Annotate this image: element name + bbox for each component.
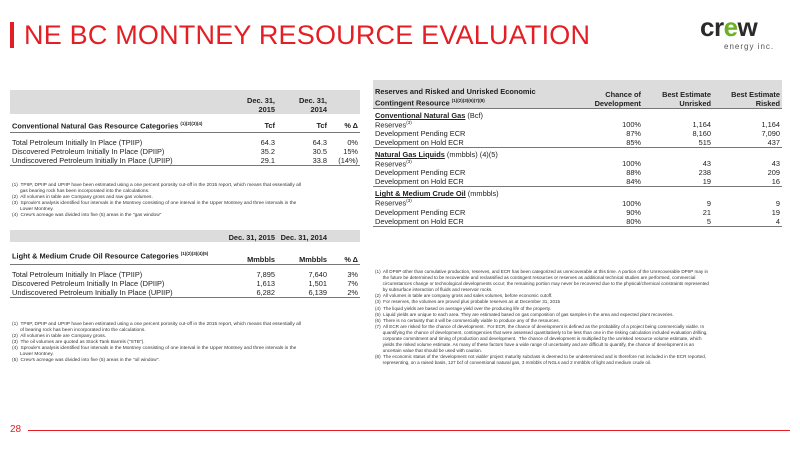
gas-unit-3: % Δ: [344, 121, 358, 131]
section-heading: Light & Medium Crude Oil (mmbbls): [375, 189, 499, 199]
table-row: Discovered Petroleum Initially In Place (DPIIP) 1,613 1,501 7%: [12, 279, 358, 288]
oil-unit-2: Mmbbls: [299, 254, 327, 264]
col-chance: Chance of Development: [594, 89, 641, 108]
logo-subtitle: energy inc.: [724, 42, 775, 51]
oil-unit-3: % Δ: [344, 254, 358, 264]
table-row: Reserves$^{(3)}$ 100% 9 9: [375, 198, 780, 208]
gas-table-notes: (1) TPIIP, DPIIP and UPIIP have been estimated using a one percent porosity cut-off in the 2015 report, which means that essentially all gas bearing rock has been incorporated into the calculations. (2) All volumes in table are Company gross and raw gas volumes. (3) Sproule's analysis identified four intervals in the Montney consisting of one interval in the Upper Montney and three intervals in the Lower Montney. (4) Crew's acreage was divided into five (5) areas in the "gas window": [12, 183, 301, 218]
table-row: Discovered Petroleum Initially In Place (DPIIP) 35.2 30.5 15%: [12, 147, 358, 156]
table-row: Development Pending ECR 88% 238 209: [375, 168, 780, 178]
oil-col-2015: Dec. 31, 2015: [228, 233, 275, 242]
gas-col-2014: Dec. 31, 2014: [299, 96, 327, 114]
table-row: Development on Hold ECR 85% 515 437: [375, 137, 780, 147]
contingent-table-notes: (1) All DPIIP other than cumulative production, reserves, and ECR has been categorized as unrecoverable at this time. A portion of the Unrecoverable DPIIP may in the future be determined to be recoverable and reclassified as contingent resources or reserves as additional technical studies are performed, commercial circumstances change or technological developments occur; the remaining portion may never be recovered due to the physical/chemical constraints represented by subsurface interaction of fluids and reservoir rocks. (2) All volumes in table are company gross and sales volumes, before economic cutoff. (3) For reserves, the volumes are proved plus probable reserves as at December 31, 2015 (4) The liquid yields are based on average yield over the producing life of the property. (5) Liquid yields are unique to each area. They are estimated based on gas composition of gas samples in the area and expected plant recoveries. (6) There is no certainty that it will be commercially viable to produce any of the resources. (7) All ECR are risked for the chance of development. For ECR, the chance of development is defined as the probability of a project being commercially viable. In quantifying the chance of development, contingencies that were assessed quantitatively to be less than one in the risking calculation included evaluation drilling, corporate commitment and timing of production and development. The chance of development is multiplied by the unrisked resource volume estimate, which yields the risked volume estimate. As many of these factors have a wide range of uncertainty and are difficult to quantify, the chance of development is an uncertain value that should be used with caution. (8) The economic status of the 'development not viable' project maturity subclass is deemed to be undetermined and is therefore not included in the ECR reported, representing, on a raised basis, 127 bcf of conventional natural gas, 3 mmbbls of NGLs and 2 mmbbls of light and medium crude oil.: [375, 269, 709, 366]
section-heading: Conventional Natural Gas (Bcf): [375, 110, 484, 120]
gas-category-label: Conventional Natural Gas Resource Categories $^{(1)(2)(3)(4)}$: [12, 121, 203, 131]
gas-col-2015: Dec. 31, 2015: [247, 96, 275, 114]
table-row: Undiscovered Petroleum Initially In Place (UPIIP) 6,282 6,139 2%: [12, 288, 358, 297]
table-row: Total Petroleum Initially In Place (TPIIP) 64.3 64.3 0%: [12, 138, 358, 147]
crew-logo: [700, 12, 786, 54]
gas-resource-table: [10, 90, 360, 166]
oil-category-label: Light & Medium Crude Oil Resource Categories $^{(1)(2)(3)(4)(5)}$: [12, 251, 209, 261]
table-row: Reserves$^{(3)}$ 100% 1,164 1,164: [375, 119, 780, 129]
oil-col-2014: Dec. 31, 2014: [280, 233, 327, 242]
contingent-resource-table: [373, 80, 782, 227]
footer-divider: [28, 430, 790, 431]
section-heading: Natural Gas Liquids (mmbbls) (4)(5): [375, 149, 498, 159]
logo-wordmark: crew: [700, 12, 758, 42]
title-accent-bar: [10, 22, 14, 48]
page-number: 28: [10, 424, 22, 435]
col-risked: Best Estimate Risked: [731, 89, 780, 108]
table-row: Development Pending ECR 90% 21 19: [375, 207, 780, 217]
table-row: Development on Hold ECR 80% 5 4: [375, 216, 780, 226]
table-row: Undiscovered Petroleum Initially In Place (UPIIP) 29.1 33.8 (14%): [12, 156, 358, 165]
table-row: Development on Hold ECR 84% 19 16: [375, 177, 780, 187]
table-row: Total Petroleum Initially In Place (TPIIP) 7,895 7,640 3%: [12, 270, 358, 279]
col-unrisked: Best Estimate Unrisked: [662, 89, 711, 108]
gas-unit-1: Tcf: [264, 121, 275, 131]
table-row: Reserves$^{(3)}$ 100% 43 43: [375, 158, 780, 169]
contingent-title: Reserves and Risked and Unrisked Economic Contingent Resource $^{(1)(2)(3)(6)(7)(8)}$: [375, 87, 536, 108]
table-row: Development Pending ECR 87% 8,160 7,090: [375, 128, 780, 138]
oil-table-notes: (1) TPIIP, DPIIP and UPIIP have been estimated using a one percent porosity cut-off in the 2015 report, which means that essentially all of bearing rock has been incorporated into the calculations. (2) All volumes in table are Company gross. (3) The oil volumes are quoted as Stock Tank Barrels ("STB"). (4) Sproule's analysis identified four intervals in the Montney consisting of one interval in the Upper Montney and three intervals in the Lower Montney. (5) Crew's acreage was divided into five (5) areas in the "oil window".: [12, 322, 301, 363]
gas-unit-2: Tcf: [316, 121, 327, 131]
oil-resource-table: [10, 230, 360, 298]
page-title: NE BC MONTNEY RESOURCE EVALUATION: [24, 20, 591, 50]
oil-unit-1: Mmbbls: [247, 254, 275, 264]
